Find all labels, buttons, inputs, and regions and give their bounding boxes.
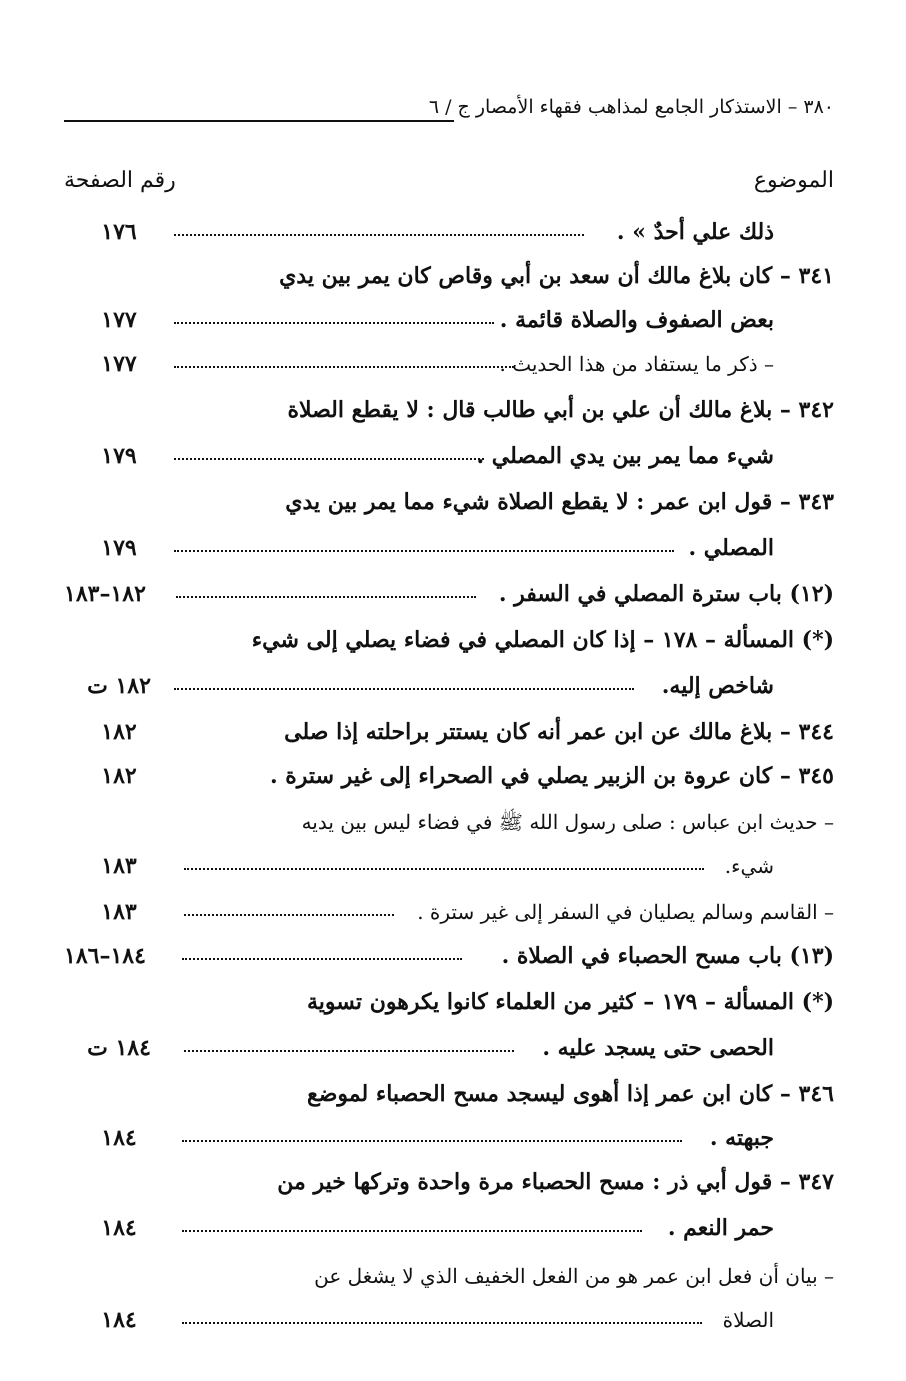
toc-line: [64, 756, 834, 800]
entry-text: ٣٤١ – كان بلاغ مالك أن سعد بن أبي وقاص كان يمر بين يدي: [279, 263, 834, 289]
page-number: ١٨٤: [101, 1125, 137, 1151]
page-number: ١٨٢–١٨٣: [64, 581, 146, 607]
entry-text: (*) المسألة – ١٧٩ – كثير من العلماء كانوا يكرهون تسوية: [307, 989, 834, 1015]
page-number: ١٨٢: [101, 719, 137, 745]
toc-line: [64, 436, 834, 480]
toc-line: [64, 212, 834, 256]
toc-line: [64, 620, 834, 664]
entry-text: ٣٤٤ – بلاغ مالك عن ابن عمر أنه كان يستتر براحلته إذا صلى: [284, 719, 834, 745]
page-number: ١٧٧: [101, 351, 137, 377]
page-number: ١٨٣: [101, 853, 137, 879]
leader-dots: [182, 1140, 682, 1142]
leader-dots: [174, 458, 484, 460]
toc-line: [64, 574, 834, 618]
toc-line: [64, 390, 834, 434]
column-headings: [64, 168, 834, 204]
entry-text: شيء.: [724, 854, 774, 878]
toc-line: [64, 666, 834, 710]
page-number: ١٧٩: [101, 535, 137, 561]
page-number: ١٨٣: [101, 899, 137, 925]
entry-text: – ذكر ما يستفاد من هذا الحديث .: [499, 352, 774, 376]
toc-line: [64, 982, 834, 1026]
entry-text: ٣٤٥ – كان عروة بن الزبير يصلي في الصحراء إلى غير سترة .: [269, 763, 834, 789]
entry-text: (١٢) باب سترة المصلي في السفر .: [498, 581, 834, 607]
leader-dots: [174, 550, 674, 552]
page-number: ١٨٤: [101, 1307, 137, 1333]
page-number: ١٨٤ ت: [87, 1035, 151, 1061]
toc-line: [64, 1074, 834, 1118]
toc-line: [64, 802, 834, 846]
toc-line: [64, 256, 834, 300]
toc-line: [64, 344, 834, 388]
page-number: ١٨٢ ت: [87, 673, 151, 699]
leader-dots: [174, 688, 634, 690]
toc-line: [64, 528, 834, 572]
leader-dots: [182, 1230, 642, 1232]
entry-text: (١٣) باب مسح الحصباء في الصلاة .: [501, 943, 834, 969]
leader-dots: [184, 1050, 514, 1052]
entry-text: جبهته .: [709, 1125, 774, 1151]
entry-text: الحصى حتى يسجد عليه .: [542, 1035, 774, 1061]
toc-line: [64, 1162, 834, 1206]
toc-line: [64, 892, 834, 936]
entry-text: – القاسم وسالم يصليان في السفر إلى غير سترة .: [417, 900, 834, 924]
toc-line: [64, 482, 834, 526]
entry-text: بعض الصفوف والصلاة قائمة .: [499, 307, 774, 333]
page-number: ١٧٩: [101, 443, 137, 469]
toc-line: [64, 1028, 834, 1072]
entry-text: ذلك علي أحدٌ » .: [616, 219, 774, 245]
leader-dots: [176, 596, 476, 598]
leader-dots: [182, 958, 462, 960]
entry-text: ٣٤٣ – قول ابن عمر : لا يقطع الصلاة شيء مما يمر بين يدي: [285, 489, 834, 515]
entry-text: – بيان أن فعل ابن عمر هو من الفعل الخفيف الذي لا يشغل عن: [314, 1264, 834, 1288]
entry-text: (*) المسألة – ١٧٨ – إذا كان المصلي في فضاء يصلي إلى شيء: [251, 627, 834, 653]
leader-dots: [182, 1322, 702, 1324]
leader-dots: [174, 366, 514, 368]
leader-dots: [184, 914, 394, 916]
topic-column-heading: الموضوع: [753, 168, 834, 193]
toc-line: [64, 1118, 834, 1162]
entry-text: شيء مما يمر بين يدي المصلي .: [476, 443, 774, 469]
running-header: ٣٨٠ – الاستذكار الجامع لمذاهب فقهاء الأمصار ج / ٦: [428, 96, 834, 118]
entry-text: ٣٤٦ – كان ابن عمر إذا أهوى ليسجد مسح الحصباء لموضع: [307, 1081, 834, 1107]
page-number: ١٨٤: [101, 1215, 137, 1241]
entry-text: حمر النعم .: [667, 1215, 774, 1241]
toc-line: [64, 936, 834, 980]
leader-dots: [174, 322, 494, 324]
page-column-heading: رقم الصفحة: [64, 168, 176, 193]
page-number: ١٧٧: [101, 307, 137, 333]
leader-dots: [174, 234, 584, 236]
toc-line: [64, 846, 834, 890]
toc-line: [64, 300, 834, 344]
toc-line: [64, 1208, 834, 1252]
page-header: [64, 96, 834, 128]
entry-text: المصلي .: [688, 535, 774, 561]
toc-line: [64, 712, 834, 756]
entry-text: ٣٤٢ – بلاغ مالك أن علي بن أبي طالب قال : لا يقطع الصلاة: [287, 397, 834, 423]
page-number: ١٧٦: [101, 219, 137, 245]
page-number: ١٨٢: [101, 763, 137, 789]
leader-dots: [184, 868, 704, 870]
header-rule: [64, 120, 454, 122]
toc-line: [64, 1256, 834, 1300]
entry-text: – حديث ابن عباس : صلى رسول الله ﷺ في فضاء ليس بين يديه: [301, 810, 834, 834]
entry-text: الصلاة: [722, 1308, 774, 1332]
page-number: ١٨٤–١٨٦: [64, 943, 146, 969]
entry-text: ٣٤٧ – قول أبي ذر : مسح الحصباء مرة واحدة وتركها خير من: [277, 1169, 834, 1195]
entry-text: شاخص إليه.: [661, 673, 774, 699]
toc-line: [64, 1300, 834, 1344]
